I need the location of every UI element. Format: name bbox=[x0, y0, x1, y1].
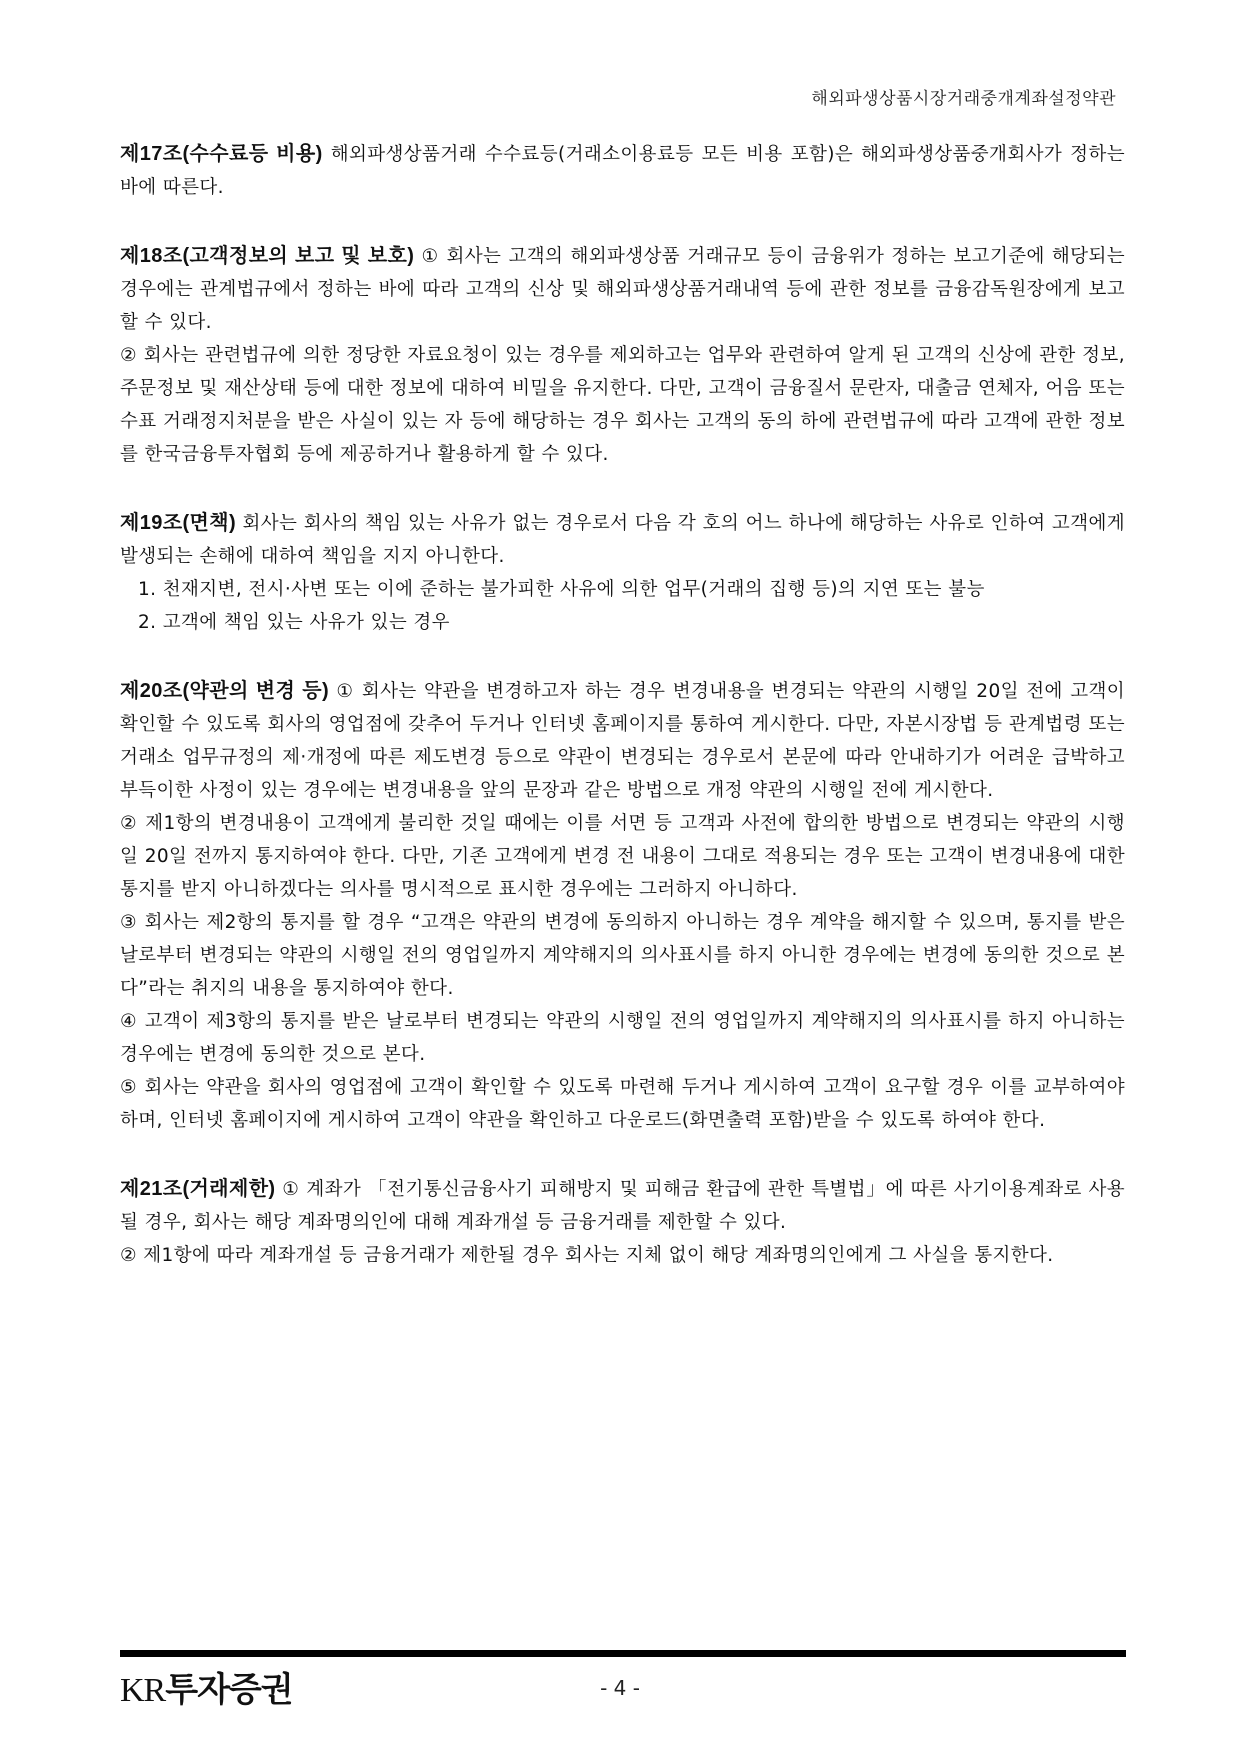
article-paragraph bbox=[120, 675, 1125, 807]
article-21 bbox=[120, 1173, 1125, 1272]
paragraph-text: ① 회사는 고객의 해외파생상품 거래규모 등이 금융위가 정하는 보고기준에 해당되는 경우에는 관계법규에서 정하는 바에 따라 고객의 신상 및 해외파생상품거래내역 등에 관한 정보를 금융감독원장에게 보고할 수 있다. bbox=[120, 246, 1125, 333]
article-paragraph: ② 회사는 관련법규에 의한 정당한 자료요청이 있는 경우를 제외하고는 업무와 관련하여 알게 된 고객의 신상에 관한 정보, 주문정보 및 재산상태 등에 대한 정보에 대하여 비밀을 유지한다. 다만, 고객이 금융질서 문란자, 대출금 연체자, 어음 또는 수표 거래정지처분을 받은 사실이 있는 자 등에 해당하는 경우 회사는 고객의 동의 하에 관련법규에 따라 고객에 관한 정보를 한국금융투자협회 등에 제공하거나 활용하게 할 수 있다. bbox=[120, 345, 1125, 465]
list-item-number: 2. bbox=[138, 612, 157, 633]
page-number: - 4 - bbox=[600, 1676, 640, 1700]
paragraph-text: 해외파생상품거래 수수료등(거래소이용료등 모든 비용 포함)은 해외파생상품중개회사가 정하는 바에 따른다. bbox=[120, 144, 1125, 198]
list-item-number: 1. bbox=[138, 579, 157, 600]
logo-text: 투자증권 bbox=[165, 1672, 293, 1709]
document-header-title: 해외파생상품시장거래중개계좌설정약관 bbox=[811, 89, 1116, 109]
footer-divider bbox=[120, 1650, 1126, 1657]
article-paragraph bbox=[120, 1173, 1125, 1239]
article-paragraph: ④ 고객이 제3항의 통지를 받은 날로부터 변경되는 약관의 시행일 전의 영업일까지 계약해지의 의사표시를 하지 아니하는 경우에는 변경에 동의한 것으로 본다. bbox=[120, 1011, 1125, 1065]
article-paragraph: ③ 회사는 제2항의 통지를 할 경우 “고객은 약관의 변경에 동의하지 아니하는 경우 계약을 해지할 수 있으며, 통지를 받은 날로부터 변경되는 약관의 시행일 전의 영업일까지 계약해지의 의사표시를 하지 아니한 경우에는 변경에 동의한 것으로 본다”라는 취지의 내용을 통지하여야 한다. bbox=[120, 912, 1125, 999]
document-body bbox=[120, 138, 1125, 1308]
article-20 bbox=[120, 675, 1125, 1137]
paragraph-text: ① 계좌가 「전기통신금융사기 피해방지 및 피해금 환급에 관한 특별법」에 따른 사기이용계좌로 사용될 경우, 회사는 해당 계좌명의인에 대해 계좌개설 등 금융거래를 제한할 수 있다. bbox=[120, 1179, 1126, 1233]
article-paragraph bbox=[120, 240, 1125, 339]
list-item-text: 고객에 책임 있는 사유가 있는 경우 bbox=[162, 612, 450, 633]
article-17 bbox=[120, 138, 1125, 204]
article-title: 제20조(약관의 변경 등) bbox=[120, 680, 330, 702]
logo-kr: KR bbox=[120, 1672, 166, 1709]
article-title: 제17조(수수료등 비용) bbox=[120, 143, 323, 165]
list-item-text: 천재지변, 전시·사변 또는 이에 준하는 불가피한 사유에 의한 업무(거래의 집행 등)의 지연 또는 불능 bbox=[162, 579, 985, 600]
article-19 bbox=[120, 507, 1125, 639]
article-title: 제18조(고객정보의 보고 및 보호) bbox=[120, 245, 415, 267]
list-item bbox=[120, 606, 1125, 639]
article-paragraph bbox=[120, 507, 1125, 573]
article-title: 제21조(거래제한) bbox=[120, 1178, 276, 1200]
article-paragraph bbox=[120, 138, 1125, 204]
article-18 bbox=[120, 240, 1125, 471]
article-paragraph: ⑤ 회사는 약관을 회사의 영업점에 고객이 확인할 수 있도록 마련해 두거나 게시하여 고객이 요구할 경우 이를 교부하여야 하며, 인터넷 홈페이지에 게시하여 고객이 약관을 확인하고 다운로드(화면출력 포함)받을 수 있도록 하여야 한다. bbox=[120, 1077, 1125, 1131]
paragraph-text: ① 회사는 약관을 변경하고자 하는 경우 변경내용을 변경되는 약관의 시행일 20일 전에 고객이 확인할 수 있도록 회사의 영업점에 갖추어 두거나 인터넷 홈페이지를 통하여 게시한다. 다만, 자본시장법 등 관계법령 또는 거래소 업무규정의 제·개정에 따른 제도변경 등으로 약관이 변경되는 경우로서 본문에 따라 안내하기가 어려운 급박하고 부득이한 사정이 있는 경우에는 변경내용을 앞의 문장과 같은 방법으로 개정 약관의 시행일 전에 게시한다. bbox=[120, 681, 1126, 801]
article-paragraph: ② 제1항의 변경내용이 고객에게 불리한 것일 때에는 이를 서면 등 고객과 사전에 합의한 방법으로 변경되는 약관의 시행일 20일 전까지 통지하여야 한다. 다만, 기존 고객에게 변경 전 내용이 그대로 적용되는 경우 또는 고객이 변경내용에 대한 통지를 받지 아니하겠다는 의사를 명시적으로 표시한 경우에는 그러하지 아니하다. bbox=[120, 813, 1125, 900]
article-paragraph: ② 제1항에 따라 계좌개설 등 금융거래가 제한될 경우 회사는 지체 없이 해당 계좌명의인에게 그 사실을 통지한다. bbox=[120, 1245, 1054, 1266]
paragraph-text: 회사는 회사의 책임 있는 사유가 없는 경우로서 다음 각 호의 어느 하나에 해당하는 사유로 인하여 고객에게 발생되는 손해에 대하여 책임을 지지 아니한다. bbox=[120, 513, 1126, 567]
article-title: 제19조(면책) bbox=[120, 512, 237, 534]
list-item bbox=[120, 573, 1125, 606]
